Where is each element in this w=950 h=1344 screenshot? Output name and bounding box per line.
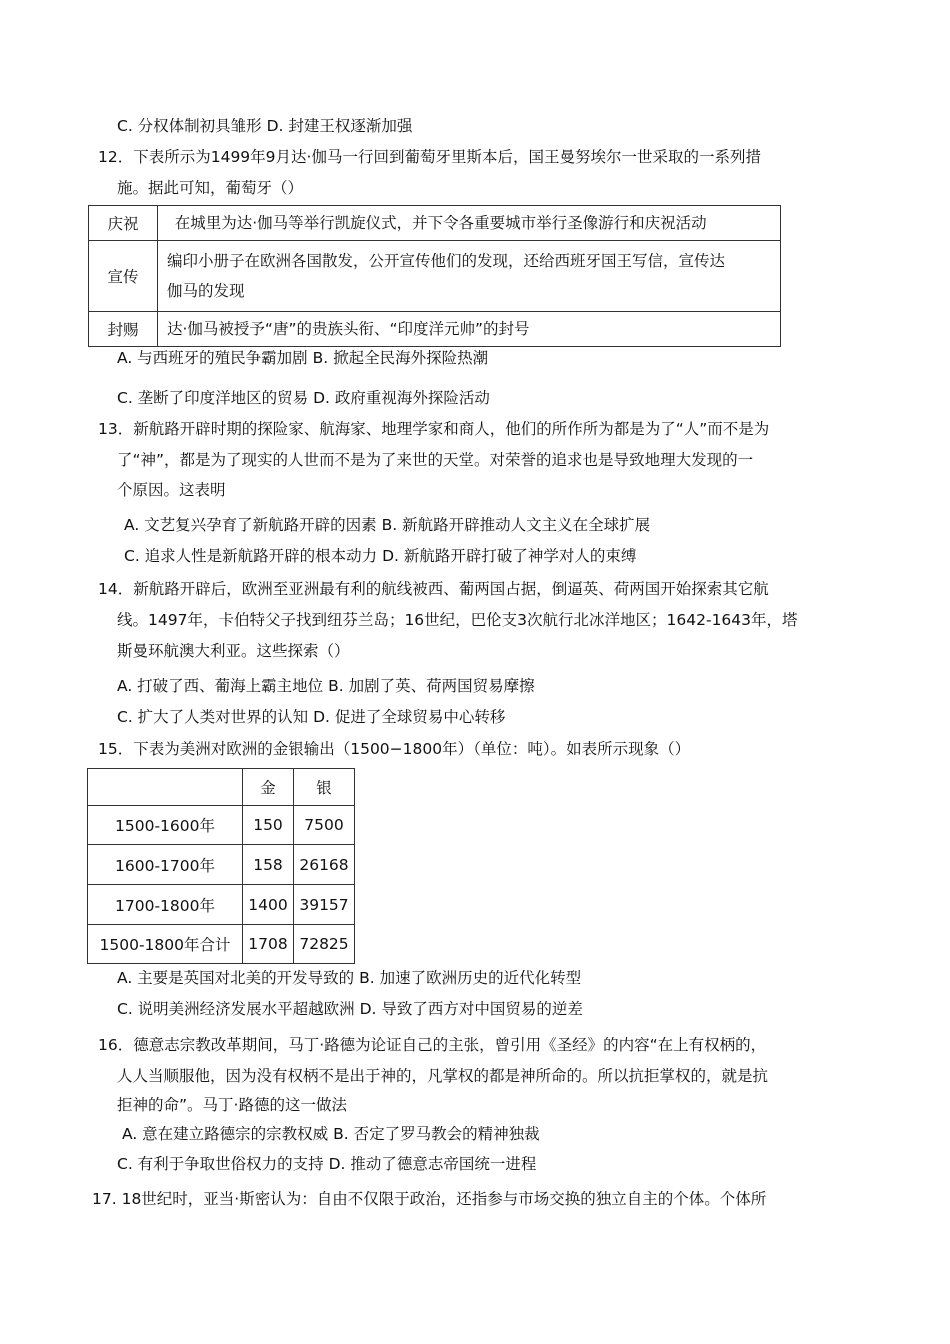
q17-stem-line-1: 17. 18世纪时，亚当·斯密认为：自由不仅限于政治，还指参与市场交换的独立自主的个体。个体所	[92, 1190, 767, 1208]
q13-options-ab: A. 文艺复兴孕育了新航路开辟的因素 B. 新航路开辟推动人文主义在全球扩展	[124, 516, 651, 534]
q15-gold-cell: 158	[243, 845, 294, 885]
q14-stem-line-2: 线。1497年，卡伯特父子找到纽芬兰岛；16世纪，巴伦支3次航行北冰洋地区；1642-1643年，塔	[117, 611, 798, 629]
q13-stem-line-3: 个原因。这表明	[117, 481, 226, 499]
q12-desc-cell: 在城里为达·伽马等举行凯旋仪式，并下令各重要城市举行圣像游行和庆祝活动	[158, 206, 781, 241]
q15-gold-cell: 1708	[243, 925, 294, 964]
q13-stem-line-2: 了“神”，都是为了现实的人世而不是为了来世的天堂。对荣誉的追求也是导致地理大发现的一	[117, 451, 754, 469]
table-row	[88, 885, 355, 925]
table-row	[88, 925, 355, 964]
q15-header-silver: 银	[294, 769, 355, 806]
q16-options-ab: A. 意在建立路德宗的宗教权威 B. 否定了罗马教会的精神独裁	[122, 1125, 540, 1143]
table-row	[89, 312, 781, 347]
q12-stem-line-1: 12．下表所示为1499年9月达·伽马一行回到葡萄牙里斯本后，国王曼努埃尔一世采取的一系列措	[98, 148, 761, 166]
q12-desc-cell: 编印小册子在欧洲各国散发，公开宣传他们的发现，还给西班牙国王写信，宣传达 伽马的发现	[158, 241, 781, 312]
q15-silver-cell: 26168	[294, 845, 355, 885]
q15-period-cell: 1500-1600年	[88, 806, 243, 845]
q12-category-cell: 封赐	[89, 312, 158, 347]
q15-stem: 15．下表为美洲对欧洲的金银输出（1500−1800年）（单位：吨）。如表所示现象（）	[98, 740, 691, 758]
q12-desc-cell: 达·伽马被授予“唐”的贵族头衔、“印度洋元帅”的封号	[158, 312, 781, 347]
table-row	[89, 241, 781, 312]
q14-stem-line-1: 14．新航路开辟后，欧洲至亚洲最有利的航线被西、葡两国占据，倒逼英、荷两国开始探索其它航	[98, 580, 769, 598]
q15-header-gold: 金	[243, 769, 294, 806]
q13-options-cd: C. 追求人性是新航路开辟的根本动力 D. 新航路开辟打破了神学对人的束缚	[124, 547, 637, 565]
q15-options-cd: C. 说明美洲经济发展水平超越欧洲 D. 导致了西方对中国贸易的逆差	[117, 1000, 583, 1018]
q15-period-cell: 1700-1800年	[88, 885, 243, 925]
table-row	[88, 845, 355, 885]
q16-options-cd: C. 有利于争取世俗权力的支持 D. 推动了德意志帝国统一进程	[117, 1155, 537, 1173]
table-row	[88, 806, 355, 845]
q12-stem-line-2: 施。据此可知，葡萄牙（）	[117, 179, 304, 197]
q12-options-ab: A. 与西班牙的殖民争霸加剧 B. 掀起全民海外探险热潮	[117, 349, 489, 367]
q16-stem-line-3: 拒神的命”。马丁·路德的这一做法	[117, 1096, 347, 1114]
q12-options-cd: C. 垄断了印度洋地区的贸易 D. 政府重视海外探险活动	[117, 389, 490, 407]
q15-header-blank	[88, 769, 243, 806]
q15-silver-cell: 72825	[294, 925, 355, 964]
q14-options-ab: A. 打破了西、葡海上霸主地位 B. 加剧了英、荷两国贸易摩擦	[117, 677, 535, 695]
table-row	[89, 206, 781, 241]
q11-options-cd: C. 分权体制初具雏形 D. 封建王权逐渐加强	[117, 117, 413, 135]
q16-stem-line-1: 16．德意志宗教改革期间，马丁·路德为论证自己的主张，曾引用《圣经》的内容“在上有权柄的，	[98, 1036, 767, 1054]
table-row	[88, 769, 355, 806]
q13-stem-line-1: 13．新航路开辟时期的探险家、航海家、地理学家和商人，他们的所作所为都是为了“人”而不是为	[98, 420, 770, 438]
q14-options-cd: C. 扩大了人类对世界的认知 D. 促进了全球贸易中心转移	[117, 708, 506, 726]
q15-period-cell: 1500-1800年合计	[88, 925, 243, 964]
q12-category-cell: 宣传	[89, 241, 158, 312]
q16-stem-line-2: 人人当顺服他，因为没有权柄不是出于神的，凡掌权的都是神所命的。所以抗拒掌权的，就是抗	[117, 1067, 769, 1085]
q15-silver-cell: 39157	[294, 885, 355, 925]
q14-stem-line-3: 斯曼环航澳大利亚。这些探索（）	[117, 642, 350, 660]
q12-table	[88, 205, 781, 347]
q15-gold-cell: 150	[243, 806, 294, 845]
q12-category-cell: 庆祝	[89, 206, 158, 241]
q15-silver-cell: 7500	[294, 806, 355, 845]
q15-gold-cell: 1400	[243, 885, 294, 925]
q15-period-cell: 1600-1700年	[88, 845, 243, 885]
q15-options-ab: A. 主要是英国对北美的开发导致的 B. 加速了欧洲历史的近代化转型	[117, 969, 582, 987]
q15-table	[87, 768, 355, 964]
